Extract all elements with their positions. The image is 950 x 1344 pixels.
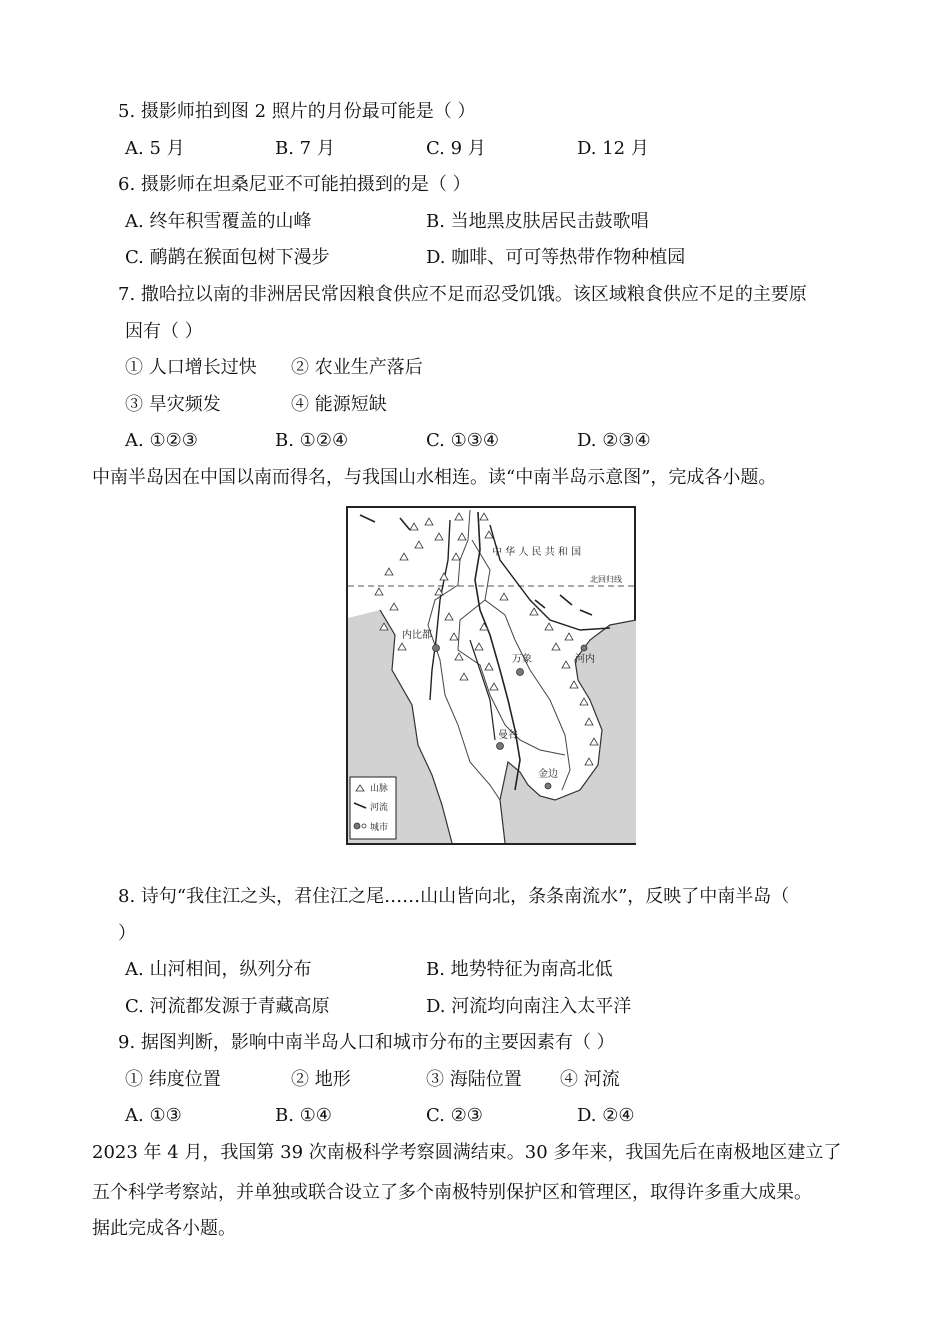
q8-option-d: D. 河流均向南注入太平洋 — [426, 996, 632, 1017]
q5-option-b: B. 7 月 — [275, 138, 335, 159]
q7-stem-line1: 7. 撒哈拉以南的非洲居民常因粮食供应不足而忍受饥饿。该区域粮食供应不足的主要原 — [118, 284, 807, 305]
map-label-tropic: 北回归线 — [590, 575, 622, 584]
q5-option-d: D. 12 月 — [577, 138, 649, 159]
q6-option-c: C. 鸸鹋在猴面包树下漫步 — [125, 247, 330, 268]
q8-stem-line2: ） — [118, 923, 136, 944]
map-label-vientiane: 万象 — [512, 654, 532, 665]
legend-river-label: 河流 — [370, 803, 389, 813]
q9-stem: 9. 据图判断，影响中南半岛人口和城市分布的主要因素有（ ） — [118, 1032, 615, 1053]
q9-item-1: ① 纬度位置 — [125, 1069, 221, 1090]
q8-option-a: A. 山河相间，纵列分布 — [125, 959, 312, 980]
q7-item-3: ③ 旱灾频发 — [125, 394, 221, 415]
q6-option-d: D. 咖啡、可可等热带作物种植园 — [426, 247, 686, 268]
q7-option-c: C. ①③④ — [426, 430, 499, 451]
map-label-phnompenh: 金边 — [538, 769, 558, 780]
map-label-naypyidaw: 内比都 — [402, 630, 432, 641]
map-label-bangkok: 曼谷 — [498, 730, 518, 741]
q7-item-2: ② 农业生产落后 — [291, 357, 423, 378]
map-label-hanoi: 河内 — [575, 654, 595, 665]
q8-option-c: C. 河流都发源于青藏高原 — [125, 996, 330, 1017]
q7-item-1: ① 人口增长过快 — [125, 357, 257, 378]
q5-option-c: C. 9 月 — [426, 138, 486, 159]
antarctic-intro-line1: 2023 年 4 月，我国第 39 次南极科学考察圆满结束。30 多年来，我国先后在南极地区建立了 — [92, 1142, 842, 1163]
q6-option-a: A. 终年积雪覆盖的山峰 — [125, 211, 312, 232]
q7-option-b: B. ①②④ — [275, 430, 349, 451]
antarctic-intro-line2: 五个科学考察站，并单独或联合设立了多个南极特别保护区和管理区，取得许多重大成果。 — [92, 1182, 812, 1203]
q9-item-4: ④ 河流 — [560, 1069, 620, 1090]
q9-option-c: C. ②③ — [426, 1105, 483, 1126]
q5-option-a: A. 5 月 — [125, 138, 185, 159]
q8-stem-line1: 8. 诗句“我住江之头，君住江之尾……山山皆向北，条条南流水”，反映了中南半岛（ — [118, 886, 790, 907]
q8-option-b: B. 地势特征为南高北低 — [426, 959, 613, 980]
legend-mountain-label: 山脉 — [370, 784, 389, 794]
indochina-map — [340, 500, 642, 850]
q7-item-4: ④ 能源短缺 — [291, 394, 387, 415]
q5-stem: 5. 摄影师拍到图 2 照片的月份最可能是（ ） — [118, 101, 476, 122]
map-intro: 中南半岛因在中国以南而得名，与我国山水相连。读“中南半岛示意图”，完成各小题。 — [92, 467, 777, 488]
q9-option-a: A. ①③ — [125, 1105, 182, 1126]
q7-option-d: D. ②③④ — [577, 430, 651, 451]
q7-stem-line2: 因有（ ） — [125, 321, 203, 342]
legend-city-label: 城市 — [370, 823, 389, 833]
q9-option-d: D. ②④ — [577, 1105, 635, 1126]
q9-item-2: ② 地形 — [291, 1069, 351, 1090]
q7-option-a: A. ①②③ — [125, 430, 198, 451]
q6-stem: 6. 摄影师在坦桑尼亚不可能拍摄到的是（ ） — [118, 174, 471, 195]
q9-item-3: ③ 海陆位置 — [426, 1069, 522, 1090]
q6-option-b: B. 当地黑皮肤居民击鼓歌唱 — [426, 211, 649, 232]
map-label-china: 中 华 人 民 共 和 国 — [492, 547, 582, 558]
antarctic-intro-line3: 据此完成各小题。 — [92, 1218, 236, 1239]
legend-city-icon — [354, 823, 360, 829]
q9-option-b: B. ①④ — [275, 1105, 332, 1126]
